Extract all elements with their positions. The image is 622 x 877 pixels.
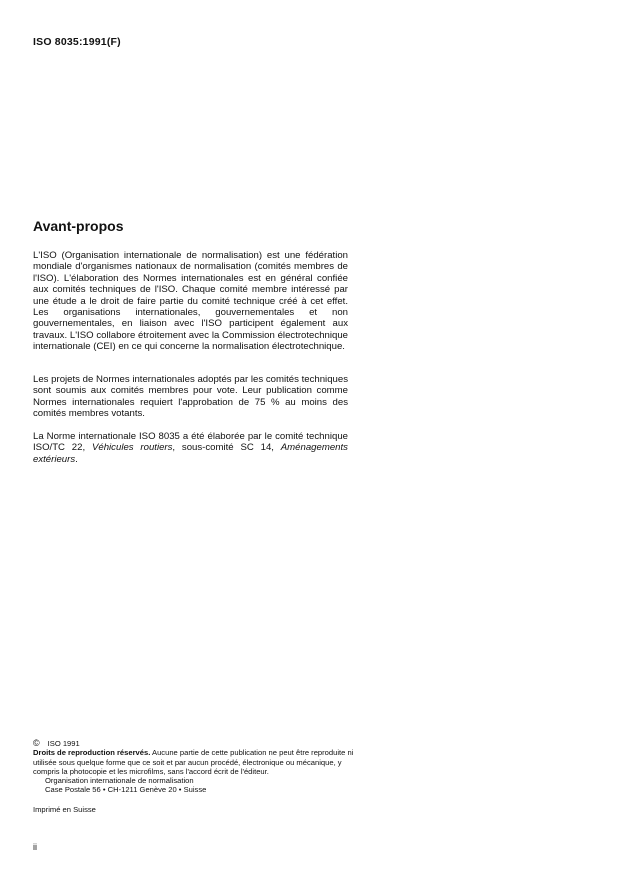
- rights-title: Droits de reproduction réservés.: [33, 748, 151, 758]
- printed-in: Imprimé en Suisse: [33, 805, 96, 814]
- foreword-paragraph-1: L'ISO (Organisation internationale de normalisation) est une fédération mondiale d'organismes nationaux de normalisation (comités membres de l'ISO). L'élaboration des Normes internationales est en général confiée aux comités techniques de l'ISO. Chaque comité membre intéressé par une étude a le droit de faire partie du comité technique créé à cet effet. Les organisations internationales, gouvernementales et non gouvernementales, en liaison avec l'ISO participent également aux travaux. L'ISO collabore étroitement avec la Commission électrotechnique internationale (CEI) en ce qui concerne la normalisation électrotechnique.: [33, 250, 348, 353]
- rights-text: Aucune partie de cette publication ne peut être reproduite ni utilisée sous quelque forme que ce soit et par aucun procédé, électronique ou mécanique, y compris la photocopie et les microfilms, sans l'accord écrit de l'éditeur.: [33, 748, 354, 776]
- section-title: Avant-propos: [33, 218, 124, 234]
- foreword-paragraph-2: Les projets de Normes internationales adoptés par les comités techniques sont soumis aux comités membres pour vote. Leur publication comme Normes internationales requiert l'approbation de 75 % au moins des comités membres votants.: [33, 374, 348, 420]
- document-identifier: ISO 8035:1991(F): [33, 36, 121, 48]
- copyright-symbol: ©: [33, 738, 40, 748]
- foreword-paragraph-3: [33, 431, 348, 465]
- subcommittee-title: Aménagements extérieurs: [33, 442, 348, 465]
- copyright-line: [33, 739, 359, 748]
- paragraph-3-text: .: [75, 453, 78, 465]
- paragraph-3-text: , sous-comité SC 14,: [172, 442, 281, 454]
- copyright-block: [33, 739, 359, 795]
- publisher-address: Case Postale 56 • CH-1211 Genève 20 • Suisse: [45, 785, 207, 795]
- rights-notice: [33, 748, 359, 776]
- paragraph-3-text: La Norme internationale ISO 8035 a été élaborée par le comité technique ISO/TC 22,: [33, 431, 348, 454]
- publisher-name: Organisation internationale de normalisation: [45, 776, 194, 786]
- committee-title: Véhicules routiers: [91, 442, 173, 454]
- page-number: ii: [33, 842, 37, 852]
- copyright-holder-year: ISO 1991: [47, 739, 80, 748]
